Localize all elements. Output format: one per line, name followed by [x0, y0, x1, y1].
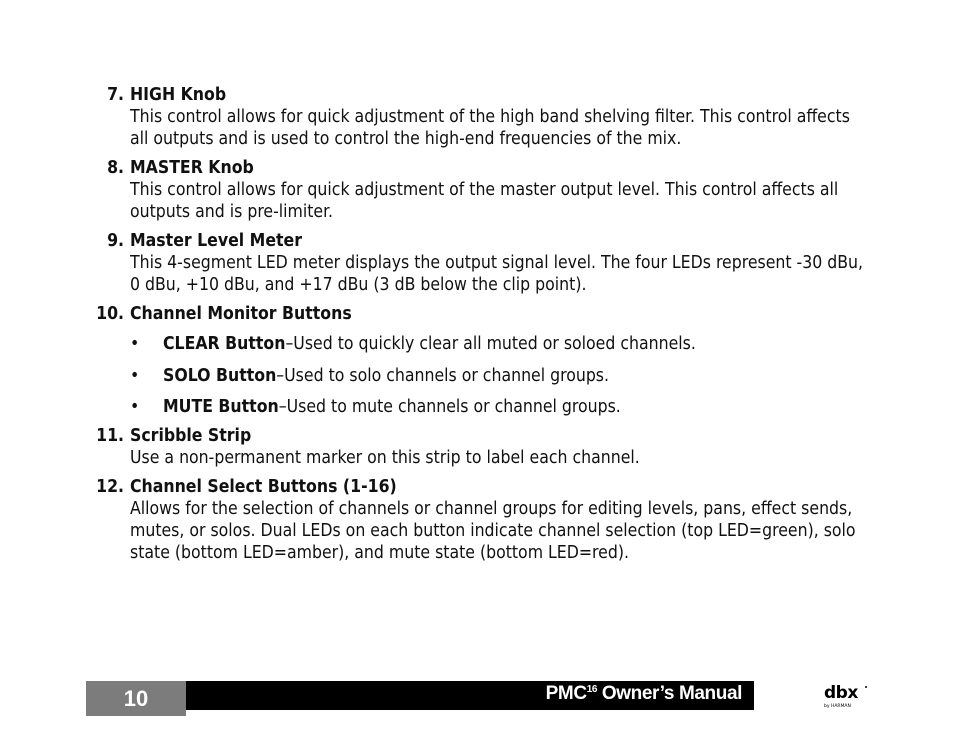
item-number: 10.	[96, 304, 124, 324]
item-description: This control allows for quick adjustment of the master output level. This control affects all outputs and is pre-limiter.	[130, 180, 839, 222]
page-number: 10	[86, 681, 186, 716]
manual-title	[546, 683, 742, 705]
bullet-glyph: •	[130, 397, 140, 417]
bullet-item	[130, 365, 954, 387]
item-number: 7.	[107, 85, 124, 105]
bullet-item	[130, 333, 954, 355]
item-description: This control allows for quick adjustment of the high band shelving filter. This control affects all outputs and is used to control the high-end frequencies of the mix.	[130, 107, 850, 149]
item-title: Channel Monitor Buttons	[130, 304, 352, 324]
bullet-text: –Used to solo channels or channel groups.	[276, 365, 610, 386]
content	[0, 84, 954, 571]
item-description: Allows for the selection of channels or channel groups for editing levels, pans, effect sends, mutes, or solos. Dual LEDs on each button indicate channel selection (top LED=green), solo state (bottom LED=amber), and mute state (bottom LED=red).	[130, 499, 856, 563]
item-title: Master Level Meter	[130, 231, 302, 251]
bullet-text: –Used to quickly clear all muted or soloed channels.	[285, 334, 696, 354]
product-name: PMC	[545, 683, 587, 704]
item-master-knob	[0, 157, 954, 223]
item-scribble-strip	[0, 425, 954, 469]
dbx-logo-icon	[822, 680, 870, 710]
item-number: 8.	[107, 158, 124, 178]
item-description: This 4-segment LED meter displays the output signal level. The four LEDs represent -30 dBu, 0 dBu, +10 dBu, and +17 dBu (3 dB below the clip point).	[130, 253, 864, 295]
bullet-name: SOLO Button	[163, 365, 277, 386]
item-description: Use a non-permanent marker on this strip to label each channel.	[130, 448, 640, 468]
bullet-list	[130, 333, 954, 418]
bullet-text: –Used to mute channels or channel groups.	[278, 397, 621, 417]
item-master-level-meter	[0, 230, 954, 296]
logo-mark	[865, 686, 867, 688]
item-high-knob	[0, 84, 954, 150]
item-number: 11.	[96, 426, 124, 446]
footer-bar	[186, 681, 754, 710]
item-number: 12.	[96, 477, 124, 497]
item-channel-monitor-buttons	[0, 303, 954, 418]
logo-subtext: by HARMAN	[824, 704, 851, 709]
product-superscript: 16	[586, 684, 598, 695]
bullet-glyph: •	[130, 334, 140, 354]
bullet-name: MUTE Button	[163, 397, 279, 417]
bullet-glyph: •	[130, 365, 140, 386]
item-title: Scribble Strip	[130, 426, 252, 446]
item-title: Channel Select Buttons (1-16)	[130, 477, 397, 497]
item-title: MASTER Knob	[130, 158, 254, 178]
bullet-name: CLEAR Button	[163, 334, 286, 354]
logo-wordmark: dbx	[824, 683, 858, 703]
item-title: HIGH Knob	[130, 85, 227, 105]
item-channel-select-buttons	[0, 476, 954, 564]
item-number: 9.	[107, 231, 124, 251]
bullet-item	[130, 396, 954, 418]
manual-label: Owner’s Manual	[597, 683, 742, 704]
